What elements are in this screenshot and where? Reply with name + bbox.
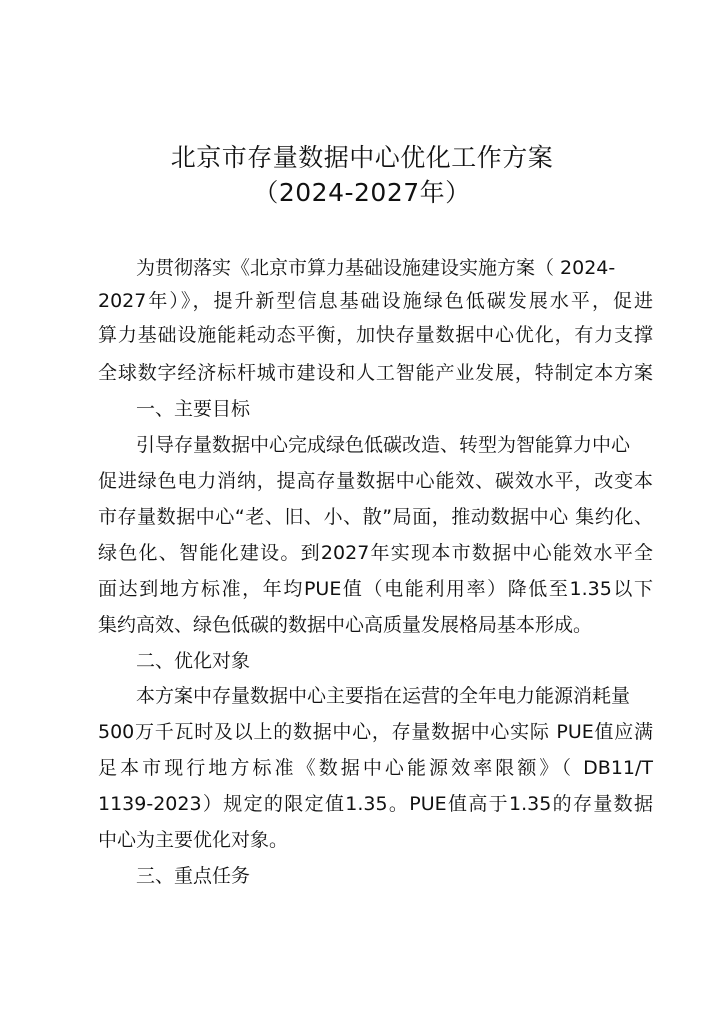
document-subtitle: （2024-2027年） [253,178,471,207]
paragraph-goals-line-1: 引导存量数据中心完成绿色低碳改造、转型为智能算力中心 [136,434,631,456]
paragraph-goals-line-3: 市存量数据中心“老、旧、小、散”局面，推动数据中心 集约化、 [98,506,653,528]
paragraph-targets-line-1: 本方案中存量数据中心主要指在运营的全年电力能源消耗量 [136,685,631,707]
paragraph-intro-line-4: 全球数字经济标杆城市建设和人工智能产业发展，特制定本方案 [98,362,653,384]
paragraph-intro-line-3: 算力基础设施能耗动态平衡，加快存量数据中心优化，有力支撑 [98,324,653,346]
paragraph-goals-line-6: 集约高效、绿色低碳的数据中心高质量发展格局基本形成。 [98,614,593,636]
paragraph-intro-line-2: 2027年）》，提升新型信息基础设施绿色低碳发展水平，促进 [98,290,653,312]
paragraph-targets-line-3: 足本市现行地方标准《数据中心能源效率限额》（ DB11/T [98,757,653,779]
paragraph-targets-line-5: 中心为主要优化对象。 [98,829,289,851]
paragraph-intro-line-1: 为贯彻落实《北京市算力基础设施建设实施方案（ 2024- [136,257,616,279]
paragraph-goals-line-2: 促进绿色电力消纳，提高存量数据中心能效、碳效水平，改变本 [98,470,653,492]
section-heading-goals: 一、主要目标 [136,398,251,420]
document-title: 北京市存量数据中心优化工作方案 [170,143,554,172]
paragraph-goals-line-4: 绿色化、智能化建设。到2027年实现本市数据中心能效水平全 [98,542,653,564]
section-heading-targets: 二、优化对象 [136,650,251,672]
section-heading-tasks: 三、重点任务 [136,865,251,887]
paragraph-targets-line-4: 1139-2023）规定的限定值1.35。PUE值高于1.35的存量数据 [98,793,653,815]
paragraph-targets-line-2: 500万千瓦时及以上的数据中心，存量数据中心实际 PUE值应满 [98,721,653,743]
paragraph-goals-line-5: 面达到地方标准，年均PUE值（电能利用率）降低至1.35以下 [98,578,653,600]
